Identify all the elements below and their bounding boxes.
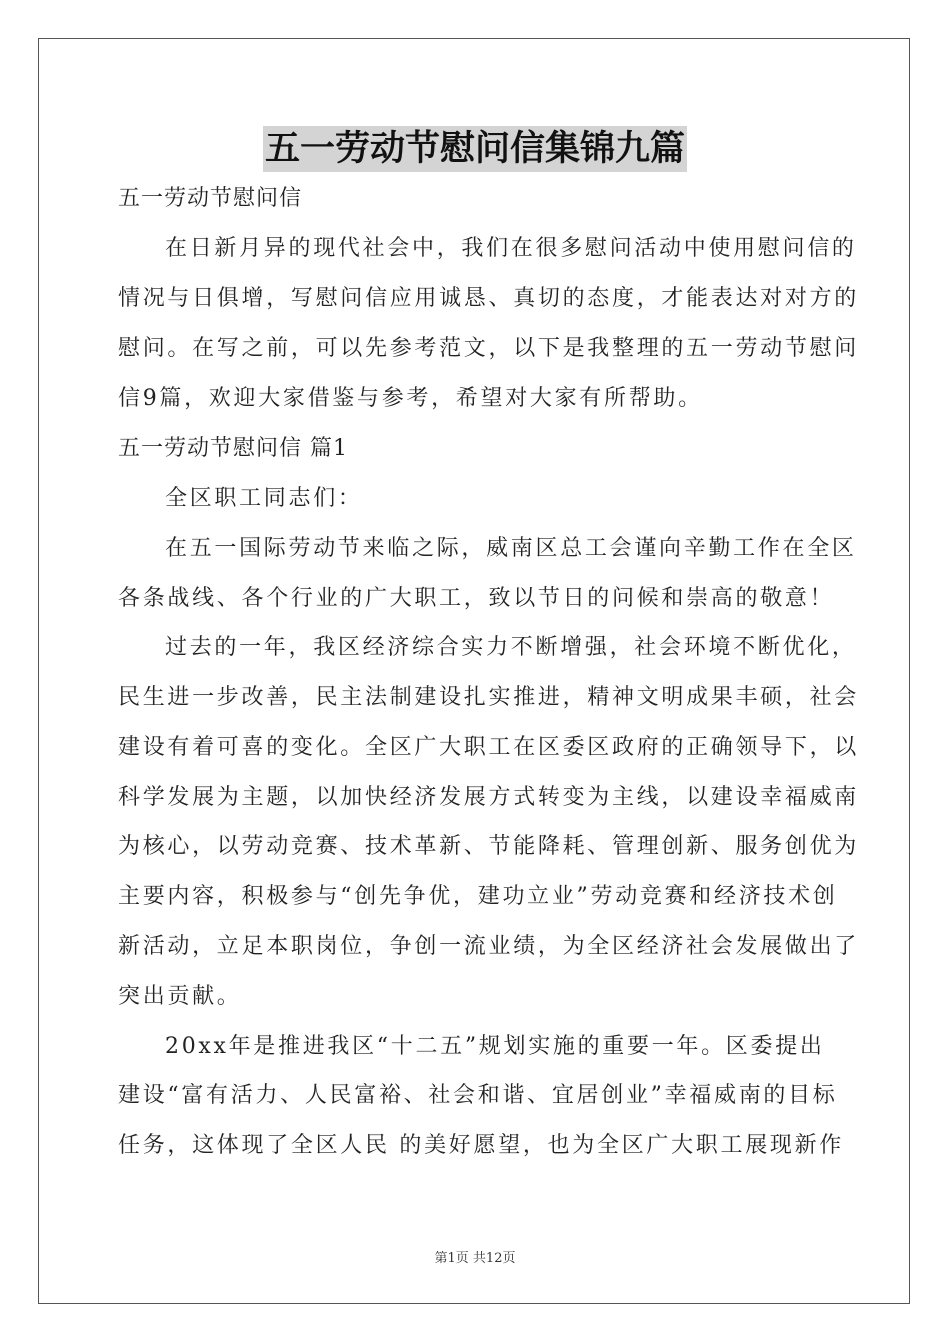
title-container: [0, 126, 950, 172]
paragraph-line: 任务，这体现了全区人民 的美好愿望，也为全区广大职工展现新作: [118, 1133, 844, 1158]
paragraph-line: 主要内容，积极参与“创先争优，建功立业”劳动竞赛和经济技术创: [118, 884, 838, 909]
paragraph-line: 20xx年是推进我区“十二五”规划实施的重要一年。区委提出: [165, 1034, 825, 1059]
paragraph-line: 民生进一步改善，民主法制建设扎实推进，精神文明成果丰硕，社会: [118, 685, 860, 710]
page-footer: 第1页 共12页: [434, 1251, 516, 1266]
section-heading: 五一劳动节慰问信: [118, 186, 303, 211]
paragraph-line: 建设有着可喜的变化。全区广大职工在区委区政府的正确领导下，以: [118, 735, 860, 760]
paragraph-line: 为核心，以劳动竞赛、技术革新、节能降耗、管理创新、服务创优为: [118, 834, 860, 859]
paragraph-line: 情况与日俱增，写慰问信应用诚恳、真切的态度，才能表达对对方的: [118, 286, 860, 311]
paragraph-line: 在五一国际劳动节来临之际，威南区总工会谨向辛勤工作在全区: [165, 536, 857, 561]
paragraph-line: 各条战线、各个行业的广大职工，致以节日的问候和崇高的敬意！: [118, 586, 835, 611]
page-border: [38, 38, 910, 1304]
paragraph-line: 信9篇，欢迎大家借鉴与参考，希望对大家有所帮助。: [118, 386, 703, 411]
paragraph-line: 新活动，立足本职岗位，争创一流业绩，为全区经济社会发展做出了: [118, 934, 860, 959]
salutation: 全区职工同志们：: [165, 486, 363, 511]
paragraph-line: 慰问。在写之前，可以先参考范文，以下是我整理的五一劳动节慰问: [118, 336, 860, 361]
paragraph-line: 过去的一年，我区经济综合实力不断增强，社会环境不断优化，: [165, 635, 857, 660]
paragraph-line: 突出贡献。: [118, 984, 242, 1009]
document-title: 五一劳动节慰问信集锦九篇: [263, 126, 687, 172]
paragraph-line: 在日新月异的现代社会中，我们在很多慰问活动中使用慰问信的: [165, 236, 857, 261]
paragraph-line: 建设“富有活力、人民富裕、社会和谐、宜居创业”幸福威南的目标: [118, 1083, 838, 1108]
section-heading: 五一劳动节慰问信 篇1: [118, 436, 348, 461]
paragraph-line: 科学发展为主题，以加快经济发展方式转变为主线，以建设幸福威南: [118, 785, 860, 810]
